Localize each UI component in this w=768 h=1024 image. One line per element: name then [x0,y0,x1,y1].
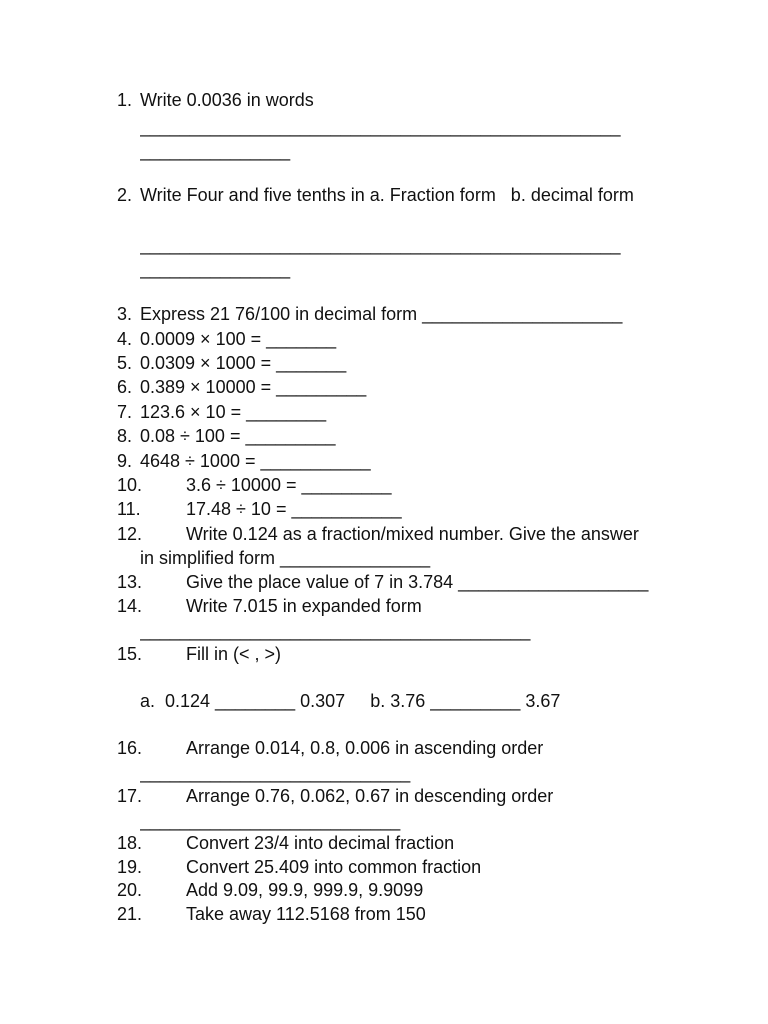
q11-text: 17.48 ÷ 10 = ___________ [186,499,402,519]
q2-answer-line-2: _______________ [140,259,291,279]
q15-number: 15. [117,644,143,664]
q1-answer-line-2: _______________ [140,141,291,161]
q6-text: 0.389 × 10000 = _________ [140,377,367,397]
q14-number: 14. [117,596,143,616]
q13-text: Give the place value of 7 in 3.784 ___________________ [186,572,649,592]
q16-number: 16. [117,738,143,758]
q15-text: Fill in (< , >) [186,644,282,664]
q2-text: Write Four and five tenths in a. Fraction form b. decimal form [140,185,634,205]
q7-number: 7. [117,402,133,422]
q15-subquestions: a. 0.124 ________ 0.307 b. 3.76 _________ 3.67 [140,691,561,711]
q5-text: 0.0309 × 1000 = _______ [140,353,347,373]
q3-text: Express 21 76/100 in decimal form ____________________ [140,304,623,324]
q17-answer-line: __________________________ [140,811,401,831]
q10-text: 3.6 ÷ 10000 = _________ [186,475,392,495]
q19-text: Convert 25.409 into common fraction [186,857,482,877]
q18-number: 18. [117,833,143,853]
q4-text: 0.0009 × 100 = _______ [140,329,337,349]
q18-text: Convert 23/4 into decimal fraction [186,833,455,853]
q9-number: 9. [117,451,133,471]
q8-text: 0.08 ÷ 100 = _________ [140,426,336,446]
q8-number: 8. [117,426,133,446]
q14-text: Write 7.015 in expanded form [186,596,422,616]
q3-number: 3. [117,304,133,324]
q5-number: 5. [117,353,133,373]
q11-number: 11. [117,499,141,519]
q2-answer-line-1: ________________________________________________ [140,235,621,255]
q16-text: Arrange 0.014, 0.8, 0.006 in ascending order [186,738,544,758]
q17-number: 17. [117,786,143,806]
q9-text: 4648 ÷ 1000 = ___________ [140,451,371,471]
q1-text: Write 0.0036 in words [140,90,314,110]
q20-text: Add 9.09, 99.9, 999.9, 9.9099 [186,880,424,900]
q17-text: Arrange 0.76, 0.062, 0.67 in descending order [186,786,554,806]
q6-number: 6. [117,377,133,397]
q1-number: 1. [117,90,133,110]
q4-number: 4. [117,329,133,349]
q19-number: 19. [117,857,143,877]
q20-number: 20. [117,880,143,900]
q21-text: Take away 112.5168 from 150 [186,904,426,924]
q12-text: Write 0.124 as a fraction/mixed number. Give the answer [186,524,639,544]
q12-continuation: in simplified form _______________ [140,548,431,568]
q16-answer-line: ___________________________ [140,763,411,783]
q13-number: 13. [117,572,143,592]
q12-number: 12. [117,524,143,544]
q2-number: 2. [117,185,133,205]
q1-answer-line-1: ________________________________________________ [140,117,621,137]
q7-text: 123.6 × 10 = ________ [140,402,327,422]
q21-number: 21. [117,904,143,924]
q10-number: 10. [117,475,143,495]
q14-answer-line: _______________________________________ [140,621,531,641]
